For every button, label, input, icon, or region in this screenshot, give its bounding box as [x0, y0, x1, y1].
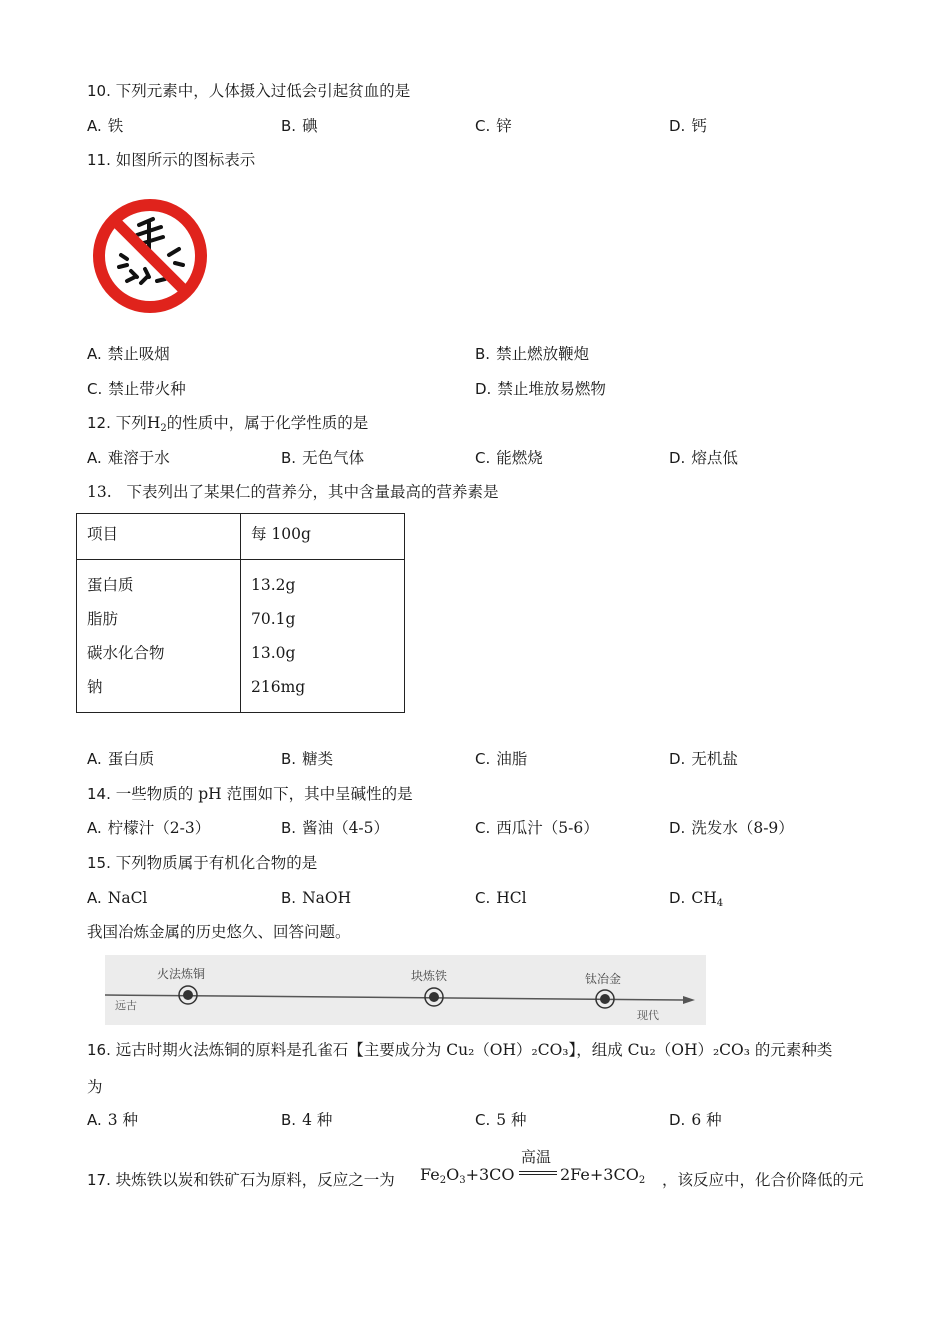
metal-history-intro: 我国冶炼金属的历史悠久、回答问题。 [87, 923, 351, 941]
q10-option-b[interactable]: B. 碘 [281, 117, 318, 135]
reaction-condition: 高温 [521, 1148, 552, 1166]
table-header-per100g: 每 100g [241, 514, 405, 560]
question-12: 12. 下列$H_2$的性质中，属于化学性质的是 [87, 414, 369, 434]
question-16: 16. 远古时期火法炼铜的原料是孔雀石【主要成分为 Cu₂（OH）₂CO₃】，组成 Cu₂（OH）₂CO₃ 的元素种类 [87, 1041, 833, 1059]
q16-option-b[interactable]: B. 4 种 [281, 1111, 333, 1129]
table-cell: 碳水化合物 [87, 644, 165, 662]
question-17-tail: ，该反应中，化合价降低的元 [662, 1171, 864, 1189]
table-cell: 蛋白质 [87, 576, 134, 594]
metal-history-timeline-image [105, 955, 706, 1025]
q10-option-a[interactable]: A. 铁 [87, 117, 124, 135]
timeline-end-label: 现代 [637, 1009, 659, 1022]
table-cell: 13.0g [251, 644, 296, 662]
q10-option-c[interactable]: C. 锌 [475, 117, 512, 135]
q12-option-a[interactable]: A. 难溶于水 [87, 449, 170, 467]
question-16-cont: 为 [87, 1078, 103, 1096]
table-amount-column [241, 560, 405, 713]
timeline-event-label: 火法炼铜 [157, 967, 206, 981]
timeline-event-label: 钛冶金 [585, 972, 622, 986]
q16-option-a[interactable]: A. 3 种 [87, 1111, 139, 1129]
q13-option-b[interactable]: B. 糖类 [281, 750, 334, 768]
table-cell: 钠 [87, 678, 103, 696]
table-cell: 70.1g [251, 610, 296, 628]
table-cell: 13.2g [251, 576, 296, 594]
q16-option-c[interactable]: C. 5 种 [475, 1111, 527, 1129]
q15-option-c[interactable]: C. HCl [475, 889, 527, 907]
question-10: 10. 下列元素中，人体摄入过低会引起贫血的是 [87, 82, 411, 100]
q15-option-a[interactable]: A. NaCl [87, 889, 148, 907]
nutrition-table [76, 513, 405, 713]
q13-option-a[interactable]: A. 蛋白质 [87, 750, 155, 768]
q14-option-a[interactable]: A. 柠檬汁（2-3） [87, 819, 211, 837]
question-15: 15. 下列物质属于有机化合物的是 [87, 854, 318, 872]
table-header-item: 项目 [77, 514, 241, 560]
q13-option-d[interactable]: D. 无机盐 [669, 750, 738, 768]
question-11: 11. 如图所示的图标表示 [87, 151, 256, 169]
q10-option-d[interactable]: D. 钙 [669, 117, 707, 135]
q12-option-c[interactable]: C. 能燃烧 [475, 449, 543, 467]
q11-option-b[interactable]: B. 禁止燃放鞭炮 [475, 345, 590, 363]
table-nutrient-column [77, 560, 241, 713]
q16-option-d[interactable]: D. 6 种 [669, 1111, 722, 1129]
q12-option-b[interactable]: B. 无色气体 [281, 449, 365, 467]
q15-option-b[interactable]: B. NaOH [281, 889, 352, 907]
question-13: 13. 下表列出了某果仁的营养分，其中含量最高的营养素是 [87, 483, 499, 501]
q11-option-a[interactable]: A. 禁止吸烟 [87, 345, 170, 363]
q14-option-c[interactable]: C. 西瓜汁（5-6） [475, 819, 599, 837]
q12-option-d[interactable]: D. 熔点低 [669, 449, 738, 467]
no-fireworks-sign-image [91, 197, 209, 315]
question-17: 17. 块炼铁以炭和铁矿石为原料，反应之一为 [87, 1171, 395, 1189]
q11-option-c[interactable]: C. 禁止带火种 [87, 380, 186, 398]
timeline-event-label: 块炼铁 [411, 969, 448, 983]
table-cell: 216mg [251, 678, 306, 696]
q13-option-c[interactable]: C. 油脂 [475, 750, 528, 768]
q14-option-b[interactable]: B. 酱油（4-5） [281, 819, 390, 837]
question-14: 14. 一些物质的 pH 范围如下，其中呈碱性的是 [87, 785, 413, 803]
q11-option-d[interactable]: D. 禁止堆放易燃物 [475, 380, 606, 398]
q15-option-d[interactable]: D. $CH_4$ [669, 889, 724, 909]
table-cell: 脂肪 [87, 610, 119, 628]
q14-option-d[interactable]: D. 洗发水（8-9） [669, 819, 794, 837]
timeline-start-label: 远古 [115, 999, 137, 1012]
